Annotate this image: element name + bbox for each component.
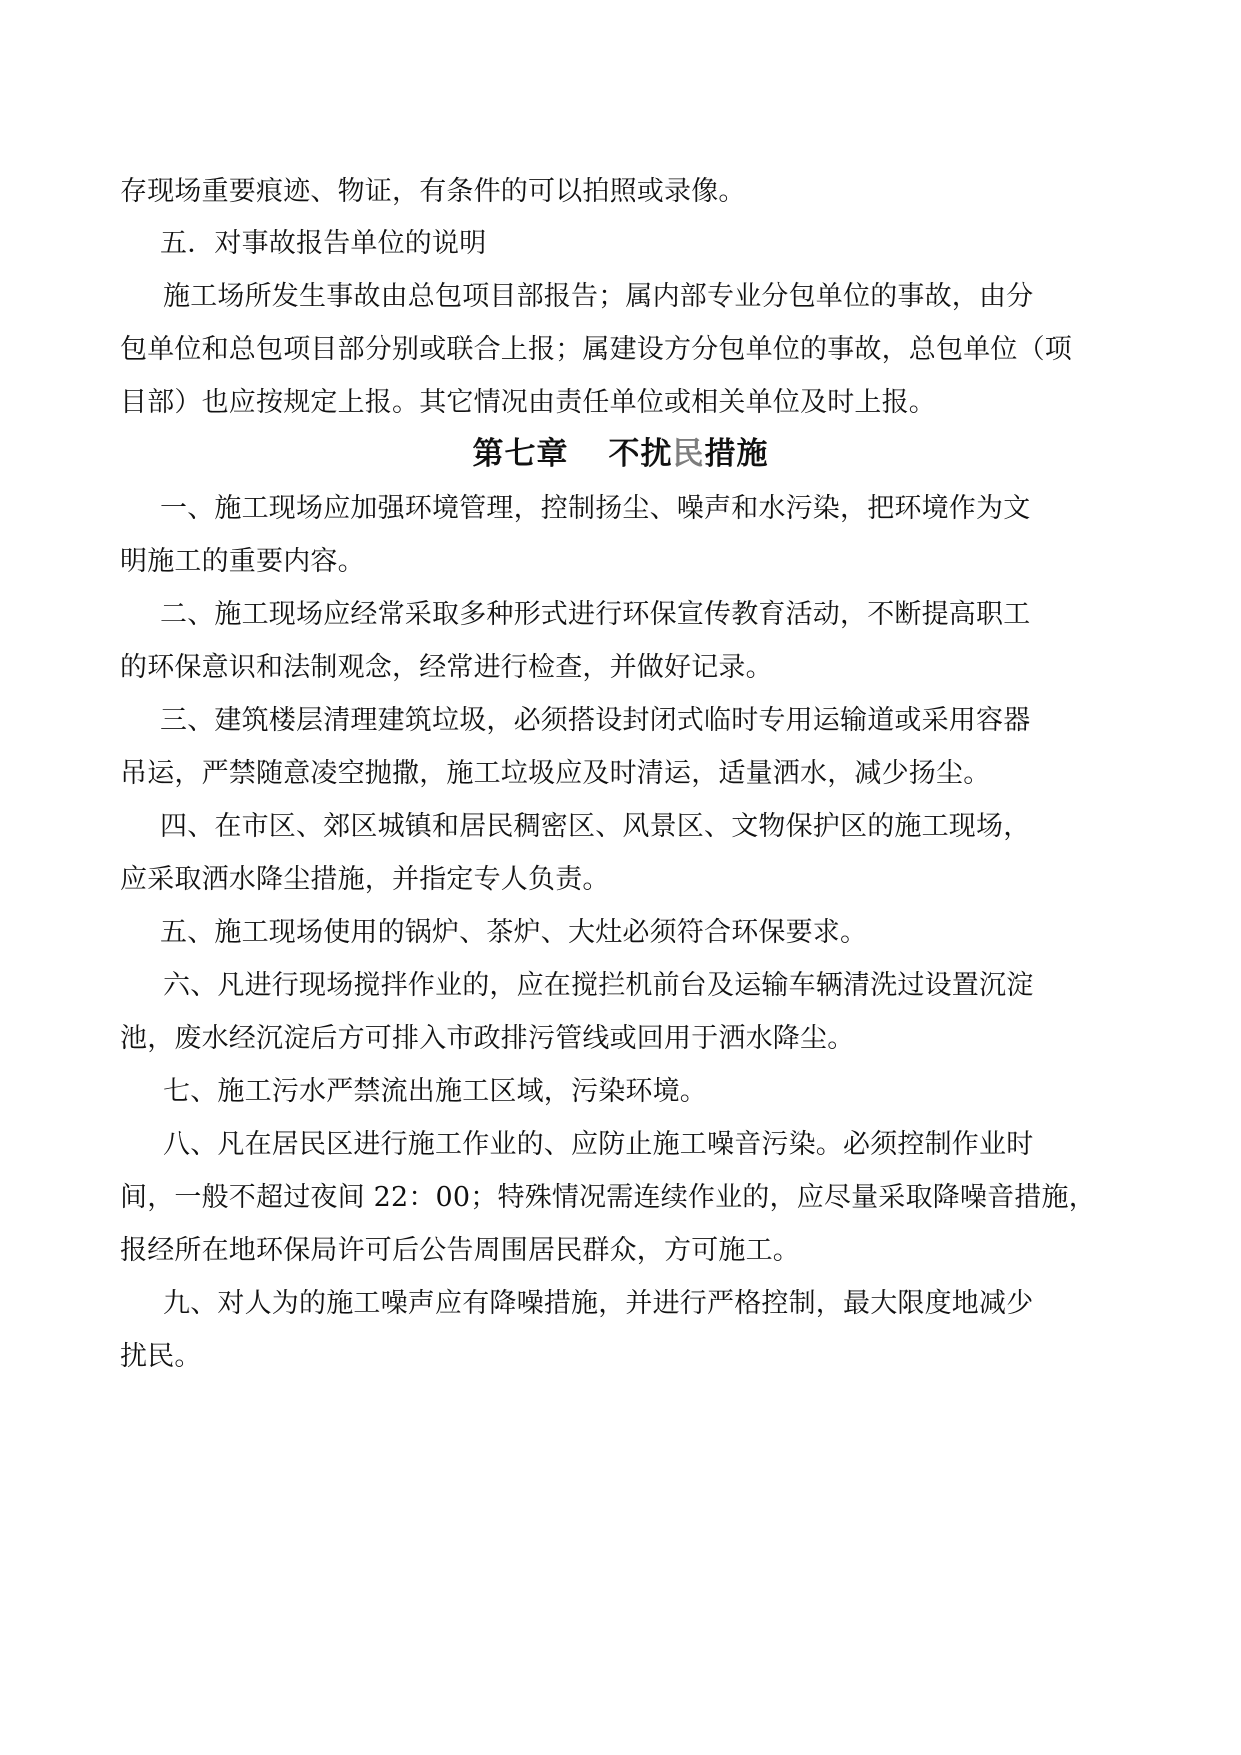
text-line: 存现场重要痕迹、物证，有条件的可以拍照或录像。 [120,176,746,207]
paragraph-line: 三、建筑楼层清理建筑垃圾，必须搭设封闭式临时专用运输道或采用容器 [160,705,1031,736]
chapter-title-highlighted-char: 民 [672,436,705,472]
paragraph-line: 应采取洒水降尘措施，并指定专人负责。 [120,864,610,895]
paragraph-line: 六、凡进行现场搅拌作业的，应在搅拦机前台及运输车辆清洗过设置沉淀 [163,970,1034,1001]
paragraph-line: 间，一般不超过夜间 22：00；特殊情况需连续作业的，应尽量采取降噪音措施， [120,1182,1096,1213]
paragraph-line: 八、凡在居民区进行施工作业的、应防止施工噪音污染。必须控制作业时 [163,1129,1034,1160]
paragraph-line: 扰民。 [120,1341,202,1372]
paragraph-line: 报经所在地环保局许可后公告周围居民群众，方可施工。 [120,1235,800,1266]
text-line: 施工场所发生事故由总包项目部报告；属内部专业分包单位的事故，由分 [163,281,1034,312]
paragraph-line: 四、在市区、郊区城镇和居民稠密区、风景区、文物保护区的施工现场， [160,811,1031,842]
chapter-number: 第七章 [472,436,569,472]
paragraph-line: 吊运，严禁随意凌空抛撒，施工垃圾应及时清运，适量洒水，减少扬尘。 [120,758,991,789]
chapter-title-part1: 不扰 [608,436,673,472]
paragraph-line: 五、施工现场使用的锅炉、茶炉、大灶必须符合环保要求。 [160,917,868,948]
paragraph-line: 的环保意识和法制观念，经常进行检查，并做好记录。 [120,652,773,683]
section-heading: 五．对事故报告单位的说明 [160,228,487,259]
text-line: 包单位和总包项目部分别或联合上报；属建设方分包单位的事故，总包单位（项 [120,334,1072,365]
chapter-title [0,432,1241,476]
paragraph-line: 明施工的重要内容。 [120,546,365,577]
chapter-title-part2: 措施 [704,436,769,472]
paragraph-line: 二、施工现场应经常采取多种形式进行环保宣传教育活动，不断提高职工 [160,599,1031,630]
text-line: 目部）也应按规定上报。其它情况由责任单位或相关单位及时上报。 [120,387,936,418]
paragraph-line: 一、施工现场应加强环境管理，控制扬尘、噪声和水污染，把环境作为文 [160,493,1031,524]
paragraph-line: 七、施工污水严禁流出施工区域，污染环境。 [163,1076,707,1107]
paragraph-line: 九、对人为的施工噪声应有降噪措施，并进行严格控制，最大限度地减少 [163,1288,1034,1319]
paragraph-line: 池，废水经沉淀后方可排入市政排污管线或回用于洒水降尘。 [120,1023,855,1054]
